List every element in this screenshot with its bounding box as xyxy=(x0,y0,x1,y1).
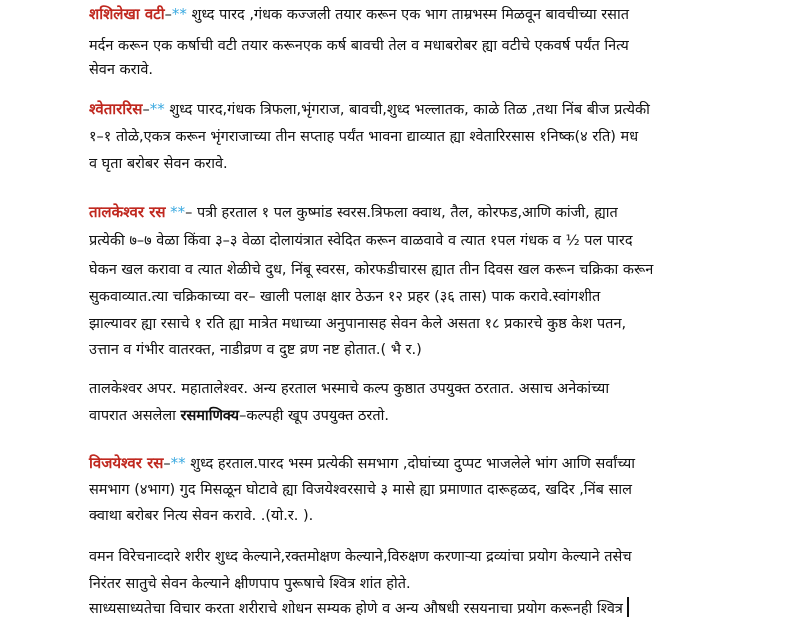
note-text-post: –कल्पही खूप उपयुक्त ठरतो. xyxy=(239,408,389,424)
shvetarirasa-line-1 xyxy=(89,98,650,121)
shashilekha-stars: ** xyxy=(171,5,187,23)
final-line-1: वमन विरेचनाव्दारे शरीर शुध्द केल्याने,रक्तमोक्षण केल्याने,विरुक्षण करणाऱ्या द्रव्यांचा प्रयोग केल्याने तसेच xyxy=(89,549,632,565)
talkeshvar-line-1 xyxy=(89,201,618,224)
vijayeshvar-stars: ** xyxy=(170,454,186,472)
shashilekha-line-1 xyxy=(89,3,629,26)
shvetarirasa-stars: ** xyxy=(149,100,165,118)
vijayeshvar-title: विजयेश्वर रस xyxy=(89,454,164,472)
final-line-3 xyxy=(89,597,629,620)
note-line-1: तालकेश्वर अपर. महातालेश्वर. अन्य हरताल भस्माचे कल्प कुष्ठात उपयुक्त ठरतात. असाच अनेकांच्या xyxy=(89,381,610,397)
text-cursor xyxy=(627,597,629,617)
talkeshvar-line-3: घेकन खल करावा व त्यात शेळीचे दुध, निंबू स्वरस, कोरफडीचारस ह्यात तीन दिवस खल करून चक्रिका करून xyxy=(89,262,654,278)
shashilekha-text-1: शुध्द पारद ,गंधक कज्जली तयार करून एक भाग ताम्रभस्म मिळवून बावचीच्या रसात xyxy=(191,7,629,23)
note-rasamanikya: रसमाणिक्य xyxy=(180,408,240,424)
vijayeshvar-dash: – xyxy=(163,456,171,472)
talkeshvar-text-1: पत्री हरताल १ पल कुष्मांड स्वरस.त्रिफला क्वाथ, तैल, कोरफड,आणि कांजी, ह्यात xyxy=(196,205,618,221)
talkeshvar-line-2: प्रत्येकी ७–७ वेळा किंवा ३–३ वेळा दोलायंत्रात स्वेदित करून वाळवावे व त्यात १पल गंधक व ½ पल पारद xyxy=(89,233,633,249)
shashilekha-title: शशिलेखा वटी xyxy=(89,5,165,23)
talkeshvar-title: तालकेश्वर रस xyxy=(89,203,166,221)
talkeshvar-line-5: झाल्यावर ह्या रसाचे १ रति ह्या मात्रेत मधाच्या अनुपानासह सेवन केले असता १८ प्रकारचे कुष्ठ केश पतन, xyxy=(89,316,627,332)
vijayeshvar-line-2: समभाग (४भाग) गुद मिसळून घोटावे ह्या विजयेश्वरसाचे ३ मासे ह्या प्रमाणात दारूहळद, खदिर ,निंब साल xyxy=(89,482,632,498)
talkeshvar-stars: ** xyxy=(170,203,186,221)
note-text-pre: वापरात असलेला xyxy=(89,408,181,424)
shvetarirasa-text-1: शुध्द पारद,गंधक त्रिफला,भृंगराज, बावची,शुध्द भल्लातक, काळे तिळ ,तथा निंब बीज प्रत्येकी xyxy=(169,102,650,118)
shashilekha-dash: – xyxy=(164,7,172,23)
talkeshvar-line-6: उत्तान व गंभीर वातरक्त, नाडीव्रण व दुष्ट व्रण नष्ट होतात.( भै र.) xyxy=(89,342,422,358)
shashilekha-line-2: मर्दन करून एक कर्षाची वटी तयार करूनएक कर्ष बावची तेल व मधाबरोबर ह्या वटीचे एकवर्ष पर्यंत नित्य xyxy=(89,38,629,54)
note-line-2 xyxy=(89,405,389,427)
talkeshvar-dash: – xyxy=(185,205,193,221)
vijayeshvar-line-1 xyxy=(89,452,635,475)
talkeshvar-line-4: सुकवाव्यात.त्या चक्रिकाच्या वर– खाली पलाक्ष क्षार ठेऊन १२ प्रहर (३६ तास) पाक करावे.स्वांगशीत xyxy=(89,289,601,305)
vijayeshvar-text-1: शुध्द हरताल.पारद भस्म प्रत्येकी समभाग ,दोघांच्या दुप्पट भाजलेले भांग आणि सर्वांच्या xyxy=(190,456,635,472)
shvetarirasa-title: श्वेताररिस xyxy=(89,100,143,118)
final-text-3: साध्यसाध्यतेचा विचार करता शरीराचे शोधन सम्यक होणे व अन्य औषधी रसयनाचा प्रयोग करूनही श्वित्र xyxy=(89,601,623,617)
shvetarirasa-dash: – xyxy=(142,102,150,118)
vijayeshvar-line-3: क्वाथा बरोबर नित्य सेवन करावे. .(यो.र. ). xyxy=(89,508,314,524)
final-line-2: निरंतर सातुचे सेवन केल्याने क्षीणपाप पुरूषाचे श्वित्र शांत होते. xyxy=(89,576,411,592)
shvetarirasa-line-2: १–१ तोळे,एकत्र करून भृंगराजाच्या तीन सप्ताह पर्यंत भावना द्याव्यात ह्या श्वेतारिरसास १निष्क(४ रति) मध xyxy=(89,129,639,145)
shvetarirasa-line-3: व घृता बरोबर सेवन करावे. xyxy=(89,156,228,172)
shashilekha-line-3: सेवन करावे. xyxy=(89,62,154,78)
